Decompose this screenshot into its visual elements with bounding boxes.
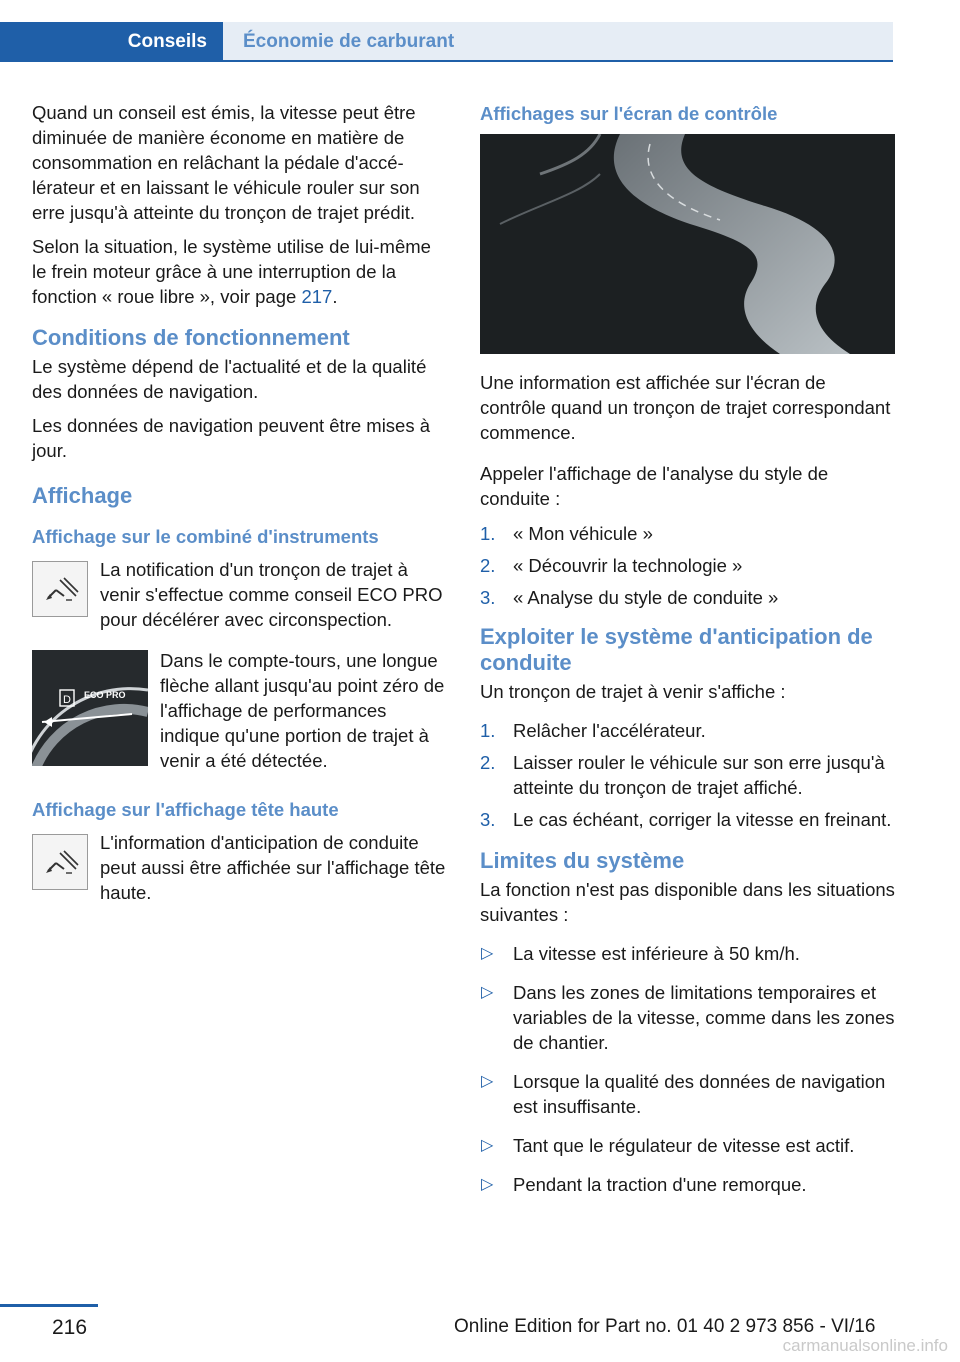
tachometer-block xyxy=(32,648,448,774)
triangle-bullet-icon: ▷ xyxy=(481,945,494,962)
edition-text: Online Edition for Part no. 01 40 2 973 856 - VI/16 xyxy=(454,1316,876,1337)
combine-notification-block xyxy=(32,557,448,632)
heading-tete-haute: Affichage sur l'affichage tête haute xyxy=(32,799,339,820)
list-item xyxy=(480,980,896,1055)
menu-steps-list xyxy=(480,521,896,610)
step-number: 1. xyxy=(480,720,496,741)
gauge-d-label: D xyxy=(63,694,71,706)
triangle-bullet-icon: ▷ xyxy=(481,1137,494,1154)
list-item xyxy=(480,1133,896,1158)
paragraph-unavailable: La fonction n'est pas disponible dans les situations suivantes : xyxy=(480,879,895,925)
heading-ecran-controle: Affichages sur l'écran de contrôle xyxy=(480,103,778,124)
step-number: 1. xyxy=(480,523,496,544)
paragraph-call-analysis: Appeler l'affichage de l'analyse du style de conduite : xyxy=(480,463,829,509)
control-display-image xyxy=(480,134,895,354)
list-item xyxy=(480,553,896,578)
heading-conditions: Conditions de fonctionnement xyxy=(32,325,350,350)
tab-conseils[interactable]: Conseils xyxy=(0,22,223,62)
page-number: 216 xyxy=(52,1316,88,1339)
heading-affichage: Affichage xyxy=(32,483,133,508)
heading-limites: Limites du système xyxy=(480,848,685,873)
bullet-text: Tant que le régulateur de vitesse est actif. xyxy=(513,1135,855,1156)
limitations-list xyxy=(480,941,896,1197)
list-item xyxy=(480,1069,896,1119)
bullet-text: Dans les zones de limitations temporaires et variables de la vitesse, comme dans les zones de chantier. xyxy=(513,982,895,1053)
paragraph-section-appears: Un tronçon de trajet à venir s'affiche : xyxy=(480,681,786,702)
heading-combine: Affichage sur le combiné d'instruments xyxy=(32,526,379,547)
list-item xyxy=(480,521,896,546)
step-text: Le cas échéant, corriger la vitesse en freinant. xyxy=(513,809,892,830)
list-item xyxy=(480,585,896,610)
triangle-bullet-icon: ▷ xyxy=(481,1176,494,1193)
triangle-bullet-icon: ▷ xyxy=(481,1073,494,1090)
step-text: Relâcher l'accélérateur. xyxy=(513,720,706,741)
tachometer-text: Dans le compte-tours, une longue flèche allant jusqu'au point zéro de l'affichage de performances indique qu'une portion de trajet à venir a été détectée. xyxy=(160,650,445,771)
usage-steps-list xyxy=(480,718,896,832)
engine-brake-end: . xyxy=(332,286,338,307)
bullet-text: Lorsque la qualité des données de navigation est insuffisante. xyxy=(513,1071,886,1117)
header-rule xyxy=(0,60,893,62)
hud-text: L'information d'anticipation de conduite peut aussi être affichée sur l'affichage tête haute. xyxy=(100,832,446,903)
paragraph-nav-data: Le système dépend de l'actualité et de la qualité des données de navigation. xyxy=(32,356,427,402)
left-column xyxy=(32,100,448,921)
step-number: 3. xyxy=(480,809,496,830)
step-text: « Analyse du style de conduite » xyxy=(513,587,779,608)
list-item xyxy=(480,941,896,966)
list-item xyxy=(480,718,896,743)
right-column xyxy=(480,100,896,1211)
list-item xyxy=(480,1172,896,1197)
page-header xyxy=(0,0,960,62)
list-item xyxy=(480,807,896,832)
combine-notification-text: La notification d'un tronçon de trajet à venir s'effectue comme conseil ECO PRO pour décélérer avec circonspection. xyxy=(100,559,443,630)
watermark: carmanualsonline.info xyxy=(782,1336,948,1355)
tab-section-title[interactable]: Économie de carburant xyxy=(223,22,893,62)
eco-road-icon xyxy=(32,561,88,617)
engine-brake-text: Selon la situation, le système utilise de lui-même le frein moteur grâce à une interruption de la fonction « roue libre », voir page xyxy=(32,236,431,307)
paragraph-engine-brake xyxy=(32,234,448,309)
step-number: 3. xyxy=(480,587,496,608)
bullet-text: Pendant la traction d'une remorque. xyxy=(513,1174,807,1195)
step-text: « Découvrir la technologie » xyxy=(513,555,743,576)
list-item xyxy=(480,750,896,800)
gauge-eco-label: ECO PRO xyxy=(84,690,126,700)
paragraph-nav-update: Les données de navigation peuvent être mises à jour. xyxy=(32,415,431,461)
bullet-text: La vitesse est inférieure à 50 km/h. xyxy=(513,943,800,964)
step-text: Laisser rouler le véhicule sur son erre jusqu'à atteinte du tronçon de trajet affiché. xyxy=(513,752,885,798)
hud-block xyxy=(32,830,448,905)
step-number: 2. xyxy=(480,555,496,576)
tachometer-image xyxy=(32,650,148,766)
eco-road-icon xyxy=(32,834,88,890)
footer-rule xyxy=(0,1304,98,1307)
step-text: « Mon véhicule » xyxy=(513,523,653,544)
step-number: 2. xyxy=(480,752,496,773)
heading-exploiter: Exploiter le système d'anticipation de conduite xyxy=(480,624,873,675)
triangle-bullet-icon: ▷ xyxy=(481,984,494,1001)
page-link[interactable]: 217 xyxy=(301,286,333,307)
paragraph-advice: Quand un conseil est émis, la vitesse peut être diminuée de manière économe en matière de consommation en relâchant la pédale d'accélérateur et en laissant le véhicule rouler sur son erre jusqu'à atteinte du tronçon de trajet prédit. xyxy=(32,102,420,223)
paragraph-control-info: Une information est affichée sur l'écran de contrôle quand un tronçon de trajet correspondant commence. xyxy=(480,372,891,443)
